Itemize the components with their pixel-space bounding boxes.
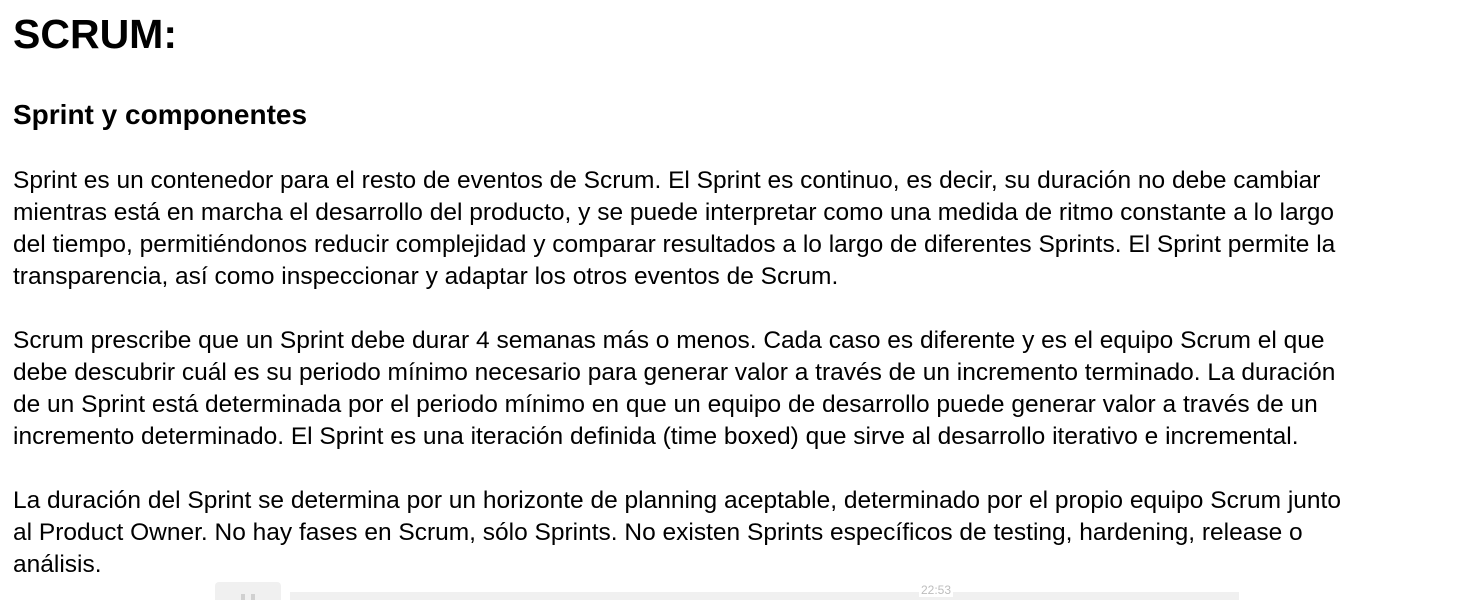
paragraph-line: al Product Owner. No hay fases en Scrum, sólo Sprints. No existen Sprints específicos de testing, hardening, release o <box>13 519 1303 546</box>
paragraph-line: Sprint es un contenedor para el resto de eventos de Scrum. El Sprint es continuo, es decir, su duración no debe cambiar <box>13 167 1321 194</box>
time-label: 22:53 <box>921 583 952 597</box>
paragraph-3 <box>13 485 1468 581</box>
section-heading: Sprint y componentes <box>13 99 308 130</box>
pause-button[interactable] <box>215 582 281 600</box>
paragraph-line: de un Sprint está determinada por el periodo mínimo en que un equipo de desarrollo puede generar valor a través de un <box>13 391 1318 418</box>
paragraph-line: transparencia, así como inspeccionar y adaptar los otros eventos de Scrum. <box>13 263 839 290</box>
pause-icon <box>241 594 245 600</box>
paragraph-line: del tiempo, permitiéndonos reducir complejidad y comparar resultados a lo largo de diferentes Sprints. El Sprint permite la <box>13 231 1336 258</box>
paragraph-line: incremento determinado. El Sprint es una iteración definida (time boxed) que sirve al desarrollo iterativo e incremental. <box>13 423 1299 450</box>
document-content <box>13 0 1468 581</box>
paragraph-line: análisis. <box>13 551 102 578</box>
paragraph-line: mientras está en marcha el desarrollo del producto, y se puede interpretar como una medida de ritmo constante a lo largo <box>13 199 1335 226</box>
audio-player <box>215 582 1239 600</box>
page-title: SCRUM: <box>13 11 177 57</box>
paragraph-line: Scrum prescribe que un Sprint debe durar 4 semanas más o menos. Cada caso es diferente y es el equipo Scrum el que <box>13 327 1325 354</box>
paragraph-1 <box>13 165 1468 293</box>
paragraph-line: debe descubrir cuál es su periodo mínimo necesario para generar valor a través de un incremento terminado. La duración <box>13 359 1336 386</box>
paragraph-2 <box>13 325 1468 453</box>
progress-track[interactable] <box>290 592 1239 600</box>
pause-icon-bar <box>251 594 255 600</box>
paragraph-line: La duración del Sprint se determina por un horizonte de planning aceptable, determinado por el propio equipo Scrum junto <box>13 487 1341 514</box>
